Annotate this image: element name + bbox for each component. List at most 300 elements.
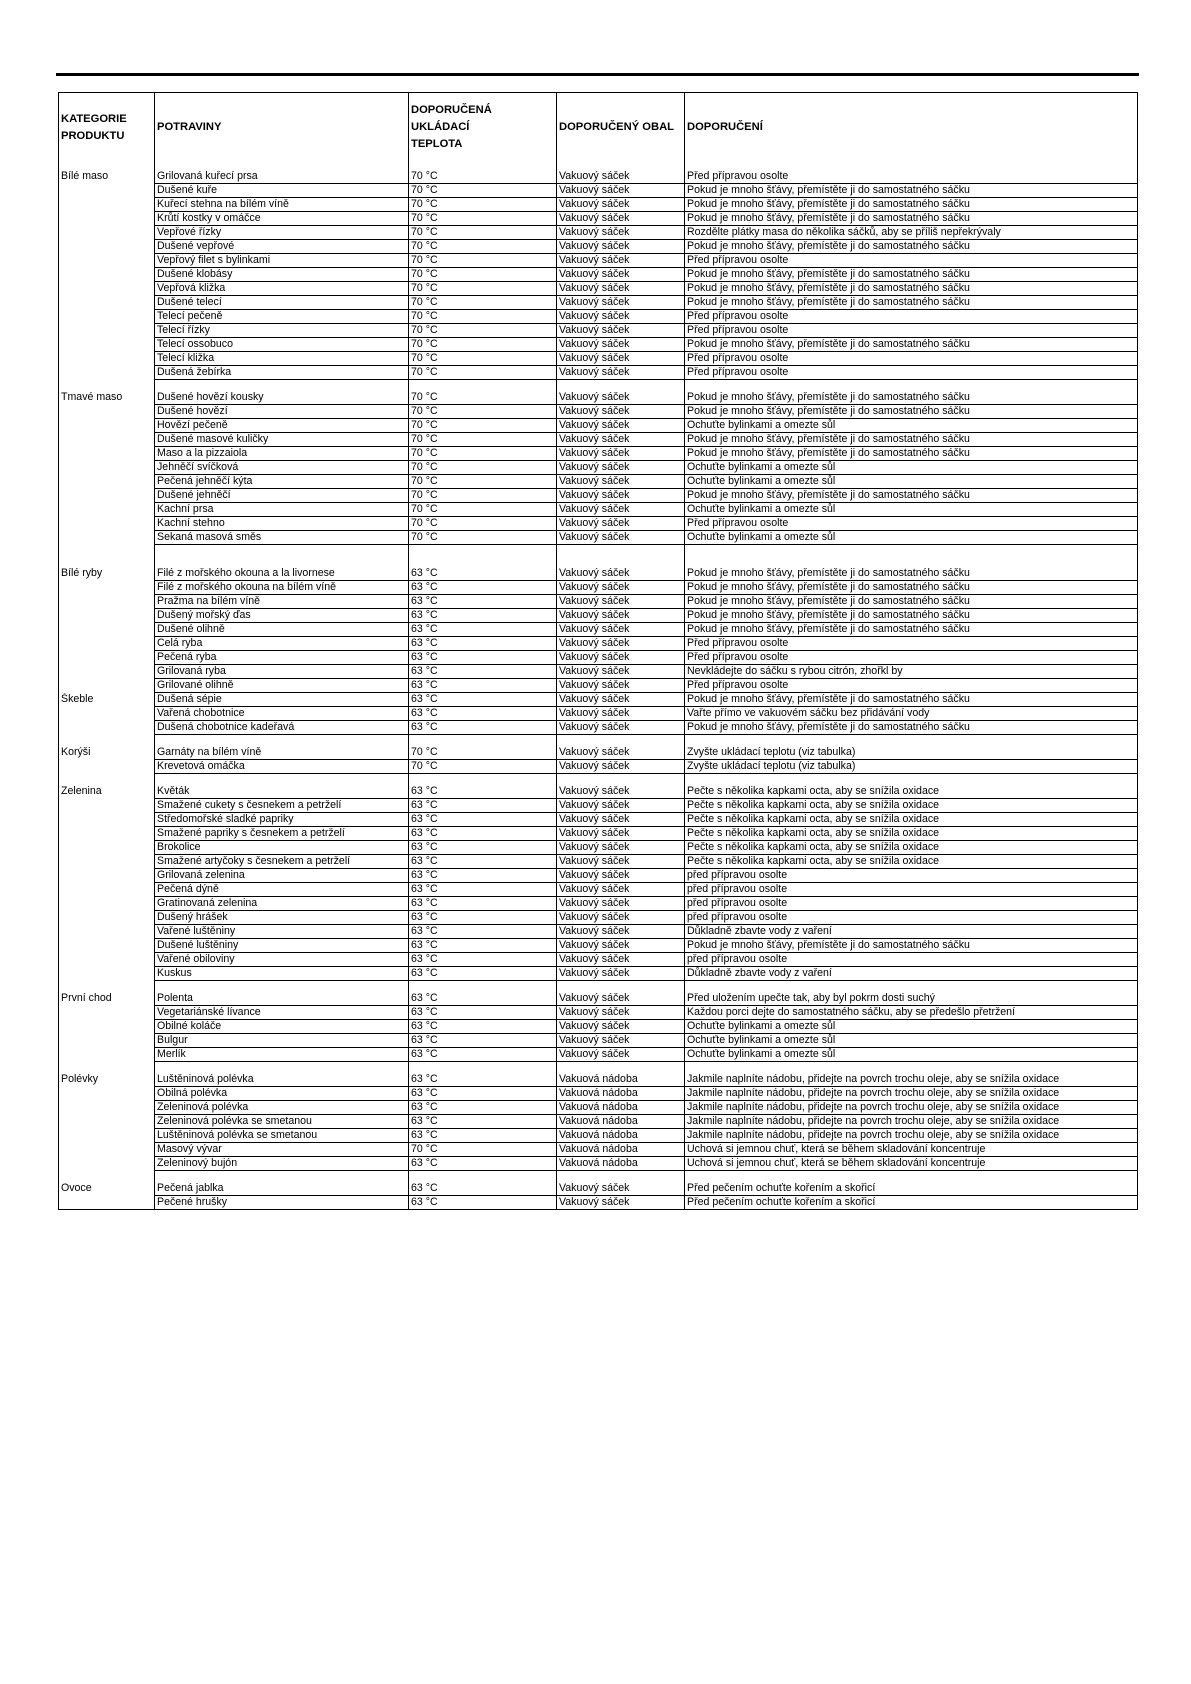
cell-temperature: 63 °C bbox=[409, 1115, 557, 1129]
cell-recommendation: Pokud je mnoho šťávy, přemístěte ji do samostatného sáčku bbox=[685, 296, 1138, 310]
cell-category bbox=[59, 1115, 155, 1129]
cell-packaging: Vakuový sáček bbox=[557, 785, 685, 799]
header-recommendation bbox=[685, 93, 1138, 163]
cell-temperature: 70 °C bbox=[409, 1143, 557, 1157]
cell-packaging: Vakuový sáček bbox=[557, 609, 685, 623]
table-row bbox=[59, 567, 1138, 581]
header-foods bbox=[155, 93, 409, 163]
cell-temperature bbox=[409, 545, 557, 557]
cell-recommendation: Před pečením ochuťte kořením a skořicí bbox=[685, 1196, 1138, 1210]
table-row bbox=[59, 461, 1138, 475]
cell-category bbox=[59, 310, 155, 324]
cell-temperature: 70 °C bbox=[409, 760, 557, 774]
cell-food: Jehněčí svíčková bbox=[155, 461, 409, 475]
cell-food: Telecí kližka bbox=[155, 352, 409, 366]
cell-packaging: Vakuový sáček bbox=[557, 760, 685, 774]
cell-category bbox=[59, 324, 155, 338]
cell-recommendation: Ochuťte bylinkami a omezte sůl bbox=[685, 1034, 1138, 1048]
header-packaging-text: DOPORUČENÝ OBAL bbox=[559, 121, 674, 133]
cell-recommendation: Pokud je mnoho šťávy, přemístěte ji do samostatného sáčku bbox=[685, 595, 1138, 609]
cell-packaging: Vakuový sáček bbox=[557, 746, 685, 760]
cell-packaging: Vakuový sáček bbox=[557, 939, 685, 953]
table-row bbox=[59, 310, 1138, 324]
table-row bbox=[59, 939, 1138, 953]
cell-recommendation bbox=[685, 556, 1138, 567]
cell-recommendation bbox=[685, 545, 1138, 557]
table-row bbox=[59, 855, 1138, 869]
cell-packaging: Vakuový sáček bbox=[557, 1006, 685, 1020]
cell-category bbox=[59, 352, 155, 366]
cell-category bbox=[59, 841, 155, 855]
cell-recommendation: Zvyšte ukládací teplotu (viz tabulka) bbox=[685, 746, 1138, 760]
cell-temperature: 63 °C bbox=[409, 1196, 557, 1210]
cell-temperature: 63 °C bbox=[409, 595, 557, 609]
cell-packaging bbox=[557, 545, 685, 557]
cell-recommendation: Pokud je mnoho šťávy, přemístěte ji do samostatného sáčku bbox=[685, 721, 1138, 735]
cell-packaging: Vakuová nádoba bbox=[557, 1087, 685, 1101]
table-row bbox=[59, 799, 1138, 813]
table-row bbox=[59, 324, 1138, 338]
cell-temperature: 63 °C bbox=[409, 939, 557, 953]
cell-food: Obilné koláče bbox=[155, 1020, 409, 1034]
cell-recommendation: Pokud je mnoho šťávy, přemístěte ji do samostatného sáčku bbox=[685, 198, 1138, 212]
cell-temperature: 70 °C bbox=[409, 212, 557, 226]
cell-recommendation: Před přípravou osolte bbox=[685, 366, 1138, 380]
cell-temperature: 63 °C bbox=[409, 1087, 557, 1101]
table-row bbox=[59, 170, 1138, 184]
cell-temperature: 70 °C bbox=[409, 226, 557, 240]
cell-category bbox=[59, 609, 155, 623]
cell-food: Smažené cukety s česnekem a petrželí bbox=[155, 799, 409, 813]
cell-recommendation: Důkladně zbavte vody z vaření bbox=[685, 967, 1138, 981]
table-row bbox=[59, 623, 1138, 637]
cell-recommendation: Pokud je mnoho šťávy, přemístěte ji do samostatného sáčku bbox=[685, 268, 1138, 282]
cell-recommendation: Pokud je mnoho šťávy, přemístěte ji do samostatného sáčku bbox=[685, 447, 1138, 461]
cell-recommendation: Pokud je mnoho šťávy, přemístěte ji do samostatného sáčku bbox=[685, 405, 1138, 419]
cell-packaging: Vakuový sáček bbox=[557, 841, 685, 855]
cell-packaging: Vakuový sáček bbox=[557, 925, 685, 939]
cell-temperature: 70 °C bbox=[409, 405, 557, 419]
cell-recommendation: Zvyšte ukládací teplotu (viz tabulka) bbox=[685, 760, 1138, 774]
cell-temperature: 70 °C bbox=[409, 447, 557, 461]
cell-packaging: Vakuový sáček bbox=[557, 531, 685, 545]
cell-packaging: Vakuový sáček bbox=[557, 707, 685, 721]
cell-packaging: Vakuový sáček bbox=[557, 461, 685, 475]
cell-recommendation bbox=[685, 981, 1138, 993]
cell-packaging: Vakuový sáček bbox=[557, 693, 685, 707]
cell-packaging: Vakuový sáček bbox=[557, 184, 685, 198]
cell-recommendation bbox=[685, 774, 1138, 786]
cell-recommendation bbox=[685, 380, 1138, 392]
spacer-row bbox=[59, 545, 1138, 557]
cell-category bbox=[59, 911, 155, 925]
cell-temperature: 63 °C bbox=[409, 785, 557, 799]
cell-temperature: 63 °C bbox=[409, 799, 557, 813]
cell-category bbox=[59, 1034, 155, 1048]
cell-temperature: 70 °C bbox=[409, 366, 557, 380]
cell-recommendation: Ochuťte bylinkami a omezte sůl bbox=[685, 1048, 1138, 1062]
cell-food: Pražma na bílém víně bbox=[155, 595, 409, 609]
cell-recommendation bbox=[685, 735, 1138, 747]
cell-food: Dušené kuře bbox=[155, 184, 409, 198]
cell-temperature bbox=[409, 735, 557, 747]
cell-category bbox=[59, 760, 155, 774]
cell-category: Zelenina bbox=[59, 785, 155, 799]
cell-recommendation: Ochuťte bylinkami a omezte sůl bbox=[685, 1020, 1138, 1034]
cell-recommendation: Pokud je mnoho šťávy, přemístěte ji do samostatného sáčku bbox=[685, 581, 1138, 595]
cell-food: Dušené luštěniny bbox=[155, 939, 409, 953]
cell-category bbox=[59, 651, 155, 665]
cell-recommendation: Pečte s několika kapkami octa, aby se snížila oxidace bbox=[685, 785, 1138, 799]
table-row bbox=[59, 693, 1138, 707]
cell-category bbox=[59, 869, 155, 883]
cell-packaging: Vakuový sáček bbox=[557, 282, 685, 296]
cell-temperature: 70 °C bbox=[409, 746, 557, 760]
cell-packaging: Vakuový sáček bbox=[557, 324, 685, 338]
cell-category bbox=[59, 735, 155, 747]
cell-recommendation: Pokud je mnoho šťávy, přemístěte ji do samostatného sáčku bbox=[685, 184, 1138, 198]
cell-temperature bbox=[409, 1171, 557, 1183]
cell-category bbox=[59, 1157, 155, 1171]
cell-temperature: 63 °C bbox=[409, 1101, 557, 1115]
cell-recommendation: Ochuťte bylinkami a omezte sůl bbox=[685, 461, 1138, 475]
cell-recommendation: Před přípravou osolte bbox=[685, 517, 1138, 531]
cell-packaging: Vakuový sáček bbox=[557, 623, 685, 637]
cell-packaging: Vakuový sáček bbox=[557, 827, 685, 841]
cell-category bbox=[59, 721, 155, 735]
cell-category bbox=[59, 665, 155, 679]
cell-category bbox=[59, 813, 155, 827]
cell-packaging: Vakuový sáček bbox=[557, 799, 685, 813]
cell-temperature bbox=[409, 380, 557, 392]
cell-food: Dušené hovězí bbox=[155, 405, 409, 419]
cell-category bbox=[59, 226, 155, 240]
table-row bbox=[59, 1020, 1138, 1034]
cell-category: Ovoce bbox=[59, 1182, 155, 1196]
cell-temperature bbox=[409, 1062, 557, 1074]
cell-packaging: Vakuový sáček bbox=[557, 475, 685, 489]
cell-temperature: 70 °C bbox=[409, 310, 557, 324]
cell-food: Grilovaná zelenina bbox=[155, 869, 409, 883]
cell-food: Dušené vepřové bbox=[155, 240, 409, 254]
cell-packaging: Vakuový sáček bbox=[557, 679, 685, 693]
cell-food: Obilná polévka bbox=[155, 1087, 409, 1101]
cell-recommendation: Před přípravou osolte bbox=[685, 324, 1138, 338]
cell-food: Hovězí pečeně bbox=[155, 419, 409, 433]
cell-temperature: 63 °C bbox=[409, 679, 557, 693]
cell-temperature: 70 °C bbox=[409, 254, 557, 268]
cell-temperature: 70 °C bbox=[409, 338, 557, 352]
cell-food bbox=[155, 380, 409, 392]
cell-temperature: 70 °C bbox=[409, 475, 557, 489]
cell-packaging: Vakuový sáček bbox=[557, 1048, 685, 1062]
spacer-row bbox=[59, 981, 1138, 993]
cell-category bbox=[59, 338, 155, 352]
cell-recommendation: Pečte s několika kapkami octa, aby se snížila oxidace bbox=[685, 799, 1138, 813]
cell-temperature: 63 °C bbox=[409, 841, 557, 855]
table-row bbox=[59, 679, 1138, 693]
table-row bbox=[59, 785, 1138, 799]
table-row bbox=[59, 447, 1138, 461]
cell-food: Grilovaná ryba bbox=[155, 665, 409, 679]
cell-category bbox=[59, 503, 155, 517]
cell-category bbox=[59, 1062, 155, 1074]
cell-category bbox=[59, 1171, 155, 1183]
cell-temperature: 63 °C bbox=[409, 721, 557, 735]
cell-recommendation: Jakmile naplníte nádobu, přidejte na povrch trochu oleje, aby se snížila oxidace bbox=[685, 1101, 1138, 1115]
cell-recommendation: Před přípravou osolte bbox=[685, 254, 1138, 268]
table-row bbox=[59, 405, 1138, 419]
cell-food: Zeleninová polévka se smetanou bbox=[155, 1115, 409, 1129]
cell-food bbox=[155, 545, 409, 557]
cell-packaging bbox=[557, 1171, 685, 1183]
cell-packaging: Vakuová nádoba bbox=[557, 1115, 685, 1129]
cell-packaging: Vakuová nádoba bbox=[557, 1157, 685, 1171]
cell-packaging: Vakuový sáček bbox=[557, 967, 685, 981]
cell-recommendation: Ochuťte bylinkami a omezte sůl bbox=[685, 503, 1138, 517]
cell-packaging: Vakuový sáček bbox=[557, 419, 685, 433]
cell-packaging: Vakuový sáček bbox=[557, 595, 685, 609]
cell-category bbox=[59, 581, 155, 595]
cell-packaging: Vakuový sáček bbox=[557, 953, 685, 967]
cell-temperature: 63 °C bbox=[409, 1182, 557, 1196]
cell-food: Pečená jehněčí kýta bbox=[155, 475, 409, 489]
cell-recommendation: Nevkládejte do sáčku s rybou citrón, zhořkl by bbox=[685, 665, 1138, 679]
cell-packaging: Vakuový sáček bbox=[557, 170, 685, 184]
cell-food: Merlík bbox=[155, 1048, 409, 1062]
cell-packaging bbox=[557, 774, 685, 786]
cell-temperature: 70 °C bbox=[409, 324, 557, 338]
cell-temperature: 63 °C bbox=[409, 992, 557, 1006]
cell-packaging: Vakuová nádoba bbox=[557, 1101, 685, 1115]
cell-category bbox=[59, 925, 155, 939]
cell-temperature: 70 °C bbox=[409, 296, 557, 310]
cell-food: Dušené masové kuličky bbox=[155, 433, 409, 447]
cell-temperature: 70 °C bbox=[409, 240, 557, 254]
cell-category bbox=[59, 897, 155, 911]
cell-temperature: 63 °C bbox=[409, 581, 557, 595]
cell-recommendation: Před uložením upečte tak, aby byl pokrm dosti suchý bbox=[685, 992, 1138, 1006]
cell-temperature: 63 °C bbox=[409, 967, 557, 981]
cell-food: Maso a la pizzaiola bbox=[155, 447, 409, 461]
cell-temperature: 63 °C bbox=[409, 1157, 557, 1171]
cell-category bbox=[59, 883, 155, 897]
cell-packaging: Vakuový sáček bbox=[557, 212, 685, 226]
table-row bbox=[59, 746, 1138, 760]
cell-temperature: 63 °C bbox=[409, 707, 557, 721]
cell-temperature: 70 °C bbox=[409, 268, 557, 282]
cell-food: Sekaná masová směs bbox=[155, 531, 409, 545]
cell-packaging bbox=[557, 556, 685, 567]
cell-recommendation: před přípravou osolte bbox=[685, 897, 1138, 911]
cell-recommendation: Jakmile naplníte nádobu, přidejte na povrch trochu oleje, aby se snížila oxidace bbox=[685, 1129, 1138, 1143]
cell-packaging: Vakuová nádoba bbox=[557, 1073, 685, 1087]
cell-food: Garnáty na bílém víně bbox=[155, 746, 409, 760]
cell-recommendation: Pokud je mnoho šťávy, přemístěte ji do samostatného sáčku bbox=[685, 338, 1138, 352]
table-row bbox=[59, 352, 1138, 366]
cell-food: Vařené luštěniny bbox=[155, 925, 409, 939]
cell-temperature: 63 °C bbox=[409, 953, 557, 967]
spacer-row bbox=[59, 1171, 1138, 1183]
cell-category bbox=[59, 517, 155, 531]
cell-temperature: 70 °C bbox=[409, 282, 557, 296]
table-row bbox=[59, 1157, 1138, 1171]
cell-category bbox=[59, 475, 155, 489]
cell-category bbox=[59, 623, 155, 637]
cell-packaging: Vakuový sáček bbox=[557, 240, 685, 254]
cell-packaging: Vakuový sáček bbox=[557, 637, 685, 651]
table-row bbox=[59, 707, 1138, 721]
top-rule bbox=[56, 73, 1139, 76]
cell-category bbox=[59, 827, 155, 841]
cell-food bbox=[155, 556, 409, 567]
cell-packaging: Vakuový sáček bbox=[557, 296, 685, 310]
cell-packaging: Vakuový sáček bbox=[557, 992, 685, 1006]
cell-category bbox=[59, 679, 155, 693]
table-row bbox=[59, 869, 1138, 883]
cell-packaging: Vakuový sáček bbox=[557, 352, 685, 366]
table-row bbox=[59, 637, 1138, 651]
table-row bbox=[59, 198, 1138, 212]
cell-recommendation: Před přípravou osolte bbox=[685, 310, 1138, 324]
cell-packaging: Vakuový sáček bbox=[557, 391, 685, 405]
cell-recommendation: Každou porci dejte do samostatného sáčku, aby se předešlo přetržení bbox=[685, 1006, 1138, 1020]
cell-recommendation: Jakmile naplníte nádobu, přidejte na povrch trochu oleje, aby se snížila oxidace bbox=[685, 1087, 1138, 1101]
table-row bbox=[59, 609, 1138, 623]
cell-food: Květák bbox=[155, 785, 409, 799]
cell-temperature: 63 °C bbox=[409, 855, 557, 869]
cell-packaging: Vakuový sáček bbox=[557, 254, 685, 268]
cell-temperature: 63 °C bbox=[409, 623, 557, 637]
cell-packaging: Vakuový sáček bbox=[557, 813, 685, 827]
cell-category bbox=[59, 380, 155, 392]
cell-recommendation: Před pečením ochuťte kořením a skořicí bbox=[685, 1182, 1138, 1196]
table-row bbox=[59, 366, 1138, 380]
cell-category bbox=[59, 447, 155, 461]
cell-packaging: Vakuová nádoba bbox=[557, 1129, 685, 1143]
cell-category bbox=[59, 595, 155, 609]
cell-food: Dušené klobásy bbox=[155, 268, 409, 282]
cell-temperature bbox=[409, 774, 557, 786]
cell-temperature: 63 °C bbox=[409, 665, 557, 679]
cell-temperature: 70 °C bbox=[409, 531, 557, 545]
cell-category bbox=[59, 268, 155, 282]
cell-food: Vepřová kližka bbox=[155, 282, 409, 296]
cell-temperature: 63 °C bbox=[409, 693, 557, 707]
cell-recommendation: Pokud je mnoho šťávy, přemístěte ji do samostatného sáčku bbox=[685, 212, 1138, 226]
cell-food: Filé z mořského okouna na bílém víně bbox=[155, 581, 409, 595]
cell-recommendation: Pokud je mnoho šťávy, přemístěte ji do samostatného sáčku bbox=[685, 567, 1138, 581]
cell-recommendation: Rozdělte plátky masa do několika sáčků, aby se příliš nepřekrývaly bbox=[685, 226, 1138, 240]
cell-category bbox=[59, 240, 155, 254]
cell-temperature bbox=[409, 981, 557, 993]
cell-category bbox=[59, 184, 155, 198]
cell-food: Vařená chobotnice bbox=[155, 707, 409, 721]
cell-packaging: Vakuový sáček bbox=[557, 226, 685, 240]
cell-food: Brokolice bbox=[155, 841, 409, 855]
cell-food bbox=[155, 774, 409, 786]
table-row bbox=[59, 967, 1138, 981]
table-row bbox=[59, 1129, 1138, 1143]
cell-food: Vařené obiloviny bbox=[155, 953, 409, 967]
cell-temperature: 70 °C bbox=[409, 503, 557, 517]
table-row bbox=[59, 240, 1138, 254]
cell-food: Polenta bbox=[155, 992, 409, 1006]
cell-food: Vepřový filet s bylinkami bbox=[155, 254, 409, 268]
cell-food: Grilované olihně bbox=[155, 679, 409, 693]
cell-temperature: 70 °C bbox=[409, 391, 557, 405]
cell-recommendation: Jakmile naplníte nádobu, přidejte na povrch trochu oleje, aby se snížila oxidace bbox=[685, 1073, 1138, 1087]
cell-food: Kachní stehno bbox=[155, 517, 409, 531]
table-row bbox=[59, 595, 1138, 609]
cell-packaging: Vakuový sáček bbox=[557, 665, 685, 679]
table-row bbox=[59, 911, 1138, 925]
table-row bbox=[59, 721, 1138, 735]
cell-recommendation: Před přípravou osolte bbox=[685, 352, 1138, 366]
table-row bbox=[59, 925, 1138, 939]
spacer-row bbox=[59, 556, 1138, 567]
cell-category bbox=[59, 489, 155, 503]
cell-category bbox=[59, 1101, 155, 1115]
cell-food: Dušené olihně bbox=[155, 623, 409, 637]
cell-packaging: Vakuový sáček bbox=[557, 567, 685, 581]
header-packaging bbox=[557, 93, 685, 163]
cell-packaging: Vakuový sáček bbox=[557, 198, 685, 212]
cell-food: Vegetariánské lívance bbox=[155, 1006, 409, 1020]
cell-food: Dušená sépie bbox=[155, 693, 409, 707]
cell-temperature: 70 °C bbox=[409, 352, 557, 366]
cell-food bbox=[155, 981, 409, 993]
cell-packaging: Vakuový sáček bbox=[557, 433, 685, 447]
cell-food: Telecí pečeně bbox=[155, 310, 409, 324]
cell-food: Pečené hrušky bbox=[155, 1196, 409, 1210]
cell-food: Vepřové řízky bbox=[155, 226, 409, 240]
cell-packaging: Vakuový sáček bbox=[557, 1182, 685, 1196]
table-row bbox=[59, 651, 1138, 665]
table-row bbox=[59, 531, 1138, 545]
cell-category: Polévky bbox=[59, 1073, 155, 1087]
table-row bbox=[59, 1196, 1138, 1210]
cell-packaging: Vakuový sáček bbox=[557, 405, 685, 419]
cell-category bbox=[59, 953, 155, 967]
header-foods-text: POTRAVINY bbox=[157, 121, 222, 133]
cell-temperature: 63 °C bbox=[409, 637, 557, 651]
cell-food: Kuskus bbox=[155, 967, 409, 981]
header-spacer-row bbox=[59, 162, 1138, 170]
table-row bbox=[59, 841, 1138, 855]
cell-temperature: 70 °C bbox=[409, 517, 557, 531]
cell-temperature: 70 °C bbox=[409, 489, 557, 503]
cell-category bbox=[59, 254, 155, 268]
cell-food: Telecí řízky bbox=[155, 324, 409, 338]
table-row bbox=[59, 665, 1138, 679]
cell-category bbox=[59, 198, 155, 212]
cell-food: Dušený hrášek bbox=[155, 911, 409, 925]
cell-packaging: Vakuový sáček bbox=[557, 1034, 685, 1048]
table-row bbox=[59, 581, 1138, 595]
cell-temperature: 63 °C bbox=[409, 1020, 557, 1034]
cell-category bbox=[59, 1087, 155, 1101]
table-row bbox=[59, 1087, 1138, 1101]
cell-food: Filé z mořského okouna a la livornese bbox=[155, 567, 409, 581]
cell-food: Masový vývar bbox=[155, 1143, 409, 1157]
cell-food: Kachní prsa bbox=[155, 503, 409, 517]
table-row bbox=[59, 1143, 1138, 1157]
cell-temperature: 70 °C bbox=[409, 184, 557, 198]
table-row bbox=[59, 953, 1138, 967]
table-row bbox=[59, 883, 1138, 897]
cell-recommendation: před přípravou osolte bbox=[685, 953, 1138, 967]
